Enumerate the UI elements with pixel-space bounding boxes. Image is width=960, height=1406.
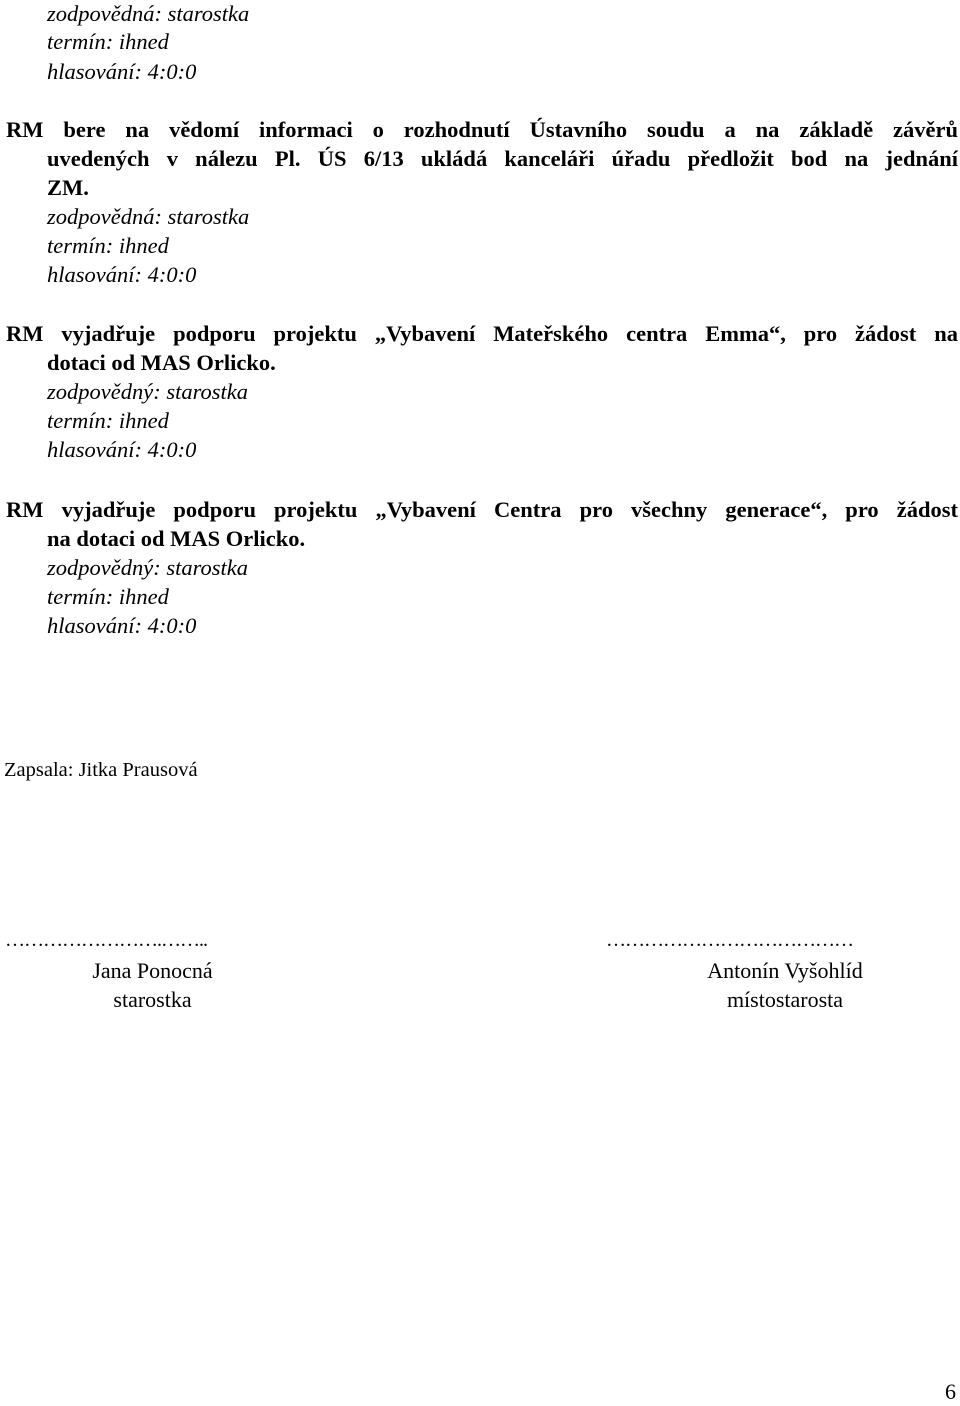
vote-line: hlasování: 4:0:0 — [47, 437, 197, 462]
resolution-3-line-1: RM vyjadřuje podporu projektu „Vybavení Centra pro všechny generace“, pro žádost — [6, 497, 958, 522]
signature-dots-right: ………………………………… — [606, 929, 853, 951]
signatory-name-left: Jana Ponocná — [92, 958, 213, 983]
page-number: 6 — [945, 1379, 956, 1404]
deadline-line: termín: ihned — [47, 233, 169, 258]
recorder-line: Zapsala: Jitka Prausová — [4, 759, 198, 781]
deadline-line: termín: ihned — [47, 29, 169, 54]
deadline-line: termín: ihned — [47, 408, 169, 433]
responsible-line: zodpovědná: starostka — [47, 204, 250, 229]
responsible-line: zodpovědný: starostka — [47, 555, 249, 580]
vote-line: hlasování: 4:0:0 — [47, 262, 197, 287]
vote-line: hlasování: 4:0:0 — [47, 613, 197, 638]
resolution-2-line-2: dotaci od MAS Orlicko. — [47, 350, 276, 375]
signatory-role-left: starostka — [113, 987, 192, 1012]
resolution-1-line-1: RM bere na vědomí informaci o rozhodnutí Ústavního soudu a na základě závěrů — [6, 117, 958, 142]
resolution-3-line-2: na dotaci od MAS Orlicko. — [47, 526, 306, 551]
responsible-line: zodpovědný: starostka — [47, 379, 249, 404]
signatory-name-right: Antonín Vyšohlíd — [707, 958, 863, 983]
vote-line: hlasování: 4:0:0 — [47, 59, 197, 84]
resolution-1-line-3: ZM. — [47, 175, 89, 200]
deadline-line: termín: ihned — [47, 584, 169, 609]
responsible-line: zodpovědná: starostka — [47, 1, 250, 26]
signatory-role-right: místostarosta — [726, 987, 844, 1012]
signature-dots-left: …………………….…….. — [5, 929, 207, 951]
resolution-1-line-2: uvedených v nálezu Pl. ÚS 6/13 ukládá kanceláři úřadu předložit bod na jednání — [47, 146, 958, 171]
resolution-2-line-1: RM vyjadřuje podporu projektu „Vybavení Mateřského centra Emma“, pro žádost na — [6, 321, 958, 346]
